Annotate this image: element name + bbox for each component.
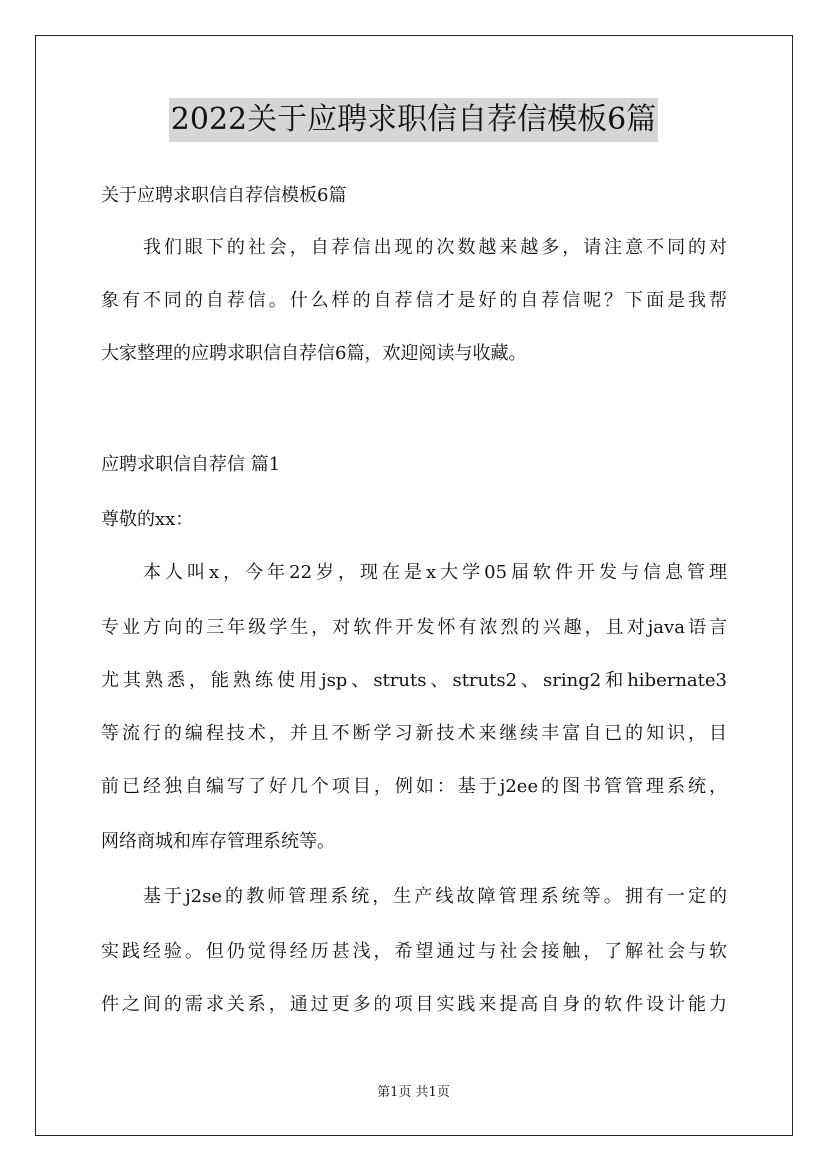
paragraph-line: 专业方向的三年级学生，对软件开发怀有浓烈的兴趣，且对java语言 [101, 617, 727, 638]
paragraph-line: 本人叫x，今年22岁，现在是x大学05届软件开发与信息管理 [143, 562, 727, 583]
intro-line: 大家整理的应聘求职信自荐信6篇，欢迎阅读与收藏。 [101, 343, 527, 364]
paragraph-line: 件之间的需求关系，通过更多的项目实践来提高自身的软件设计能力 [101, 994, 727, 1015]
title-container [0, 98, 827, 142]
paragraph-line: 等流行的编程技术，并且不断学习新技术来继续丰富自已的知识，目 [101, 723, 727, 744]
document-title: 2022关于应聘求职信自荐信模板6篇 [169, 98, 658, 142]
paragraph-line: 前已经独自编写了好几个项目，例如：基于j2ee的图书管管理系统， [101, 776, 727, 797]
paragraph-line: 实践经验。但仍觉得经历甚浅，希望通过与社会接触，了解社会与软 [101, 941, 727, 962]
intro-line: 我们眼下的社会，自荐信出现的次数越来越多，请注意不同的对 [143, 237, 727, 258]
paragraph-line: 尤其熟悉，能熟练使用jsp、struts、struts2、sring2和hibernate3 [101, 670, 727, 691]
document-subtitle: 关于应聘求职信自荐信模板6篇 [101, 185, 347, 206]
paragraph-line: 网络商城和库存管理系统等。 [101, 831, 335, 852]
salutation: 尊敬的xx： [101, 509, 194, 530]
section-heading: 应聘求职信自荐信 篇1 [101, 454, 281, 475]
page-footer: 第1页 共1页 [377, 1085, 450, 1100]
paragraph-line: 基于j2se的教师管理系统，生产线故障管理系统等。拥有一定的 [143, 886, 727, 907]
intro-line: 象有不同的自荐信。什么样的自荐信才是好的自荐信呢？下面是我帮 [101, 290, 727, 311]
